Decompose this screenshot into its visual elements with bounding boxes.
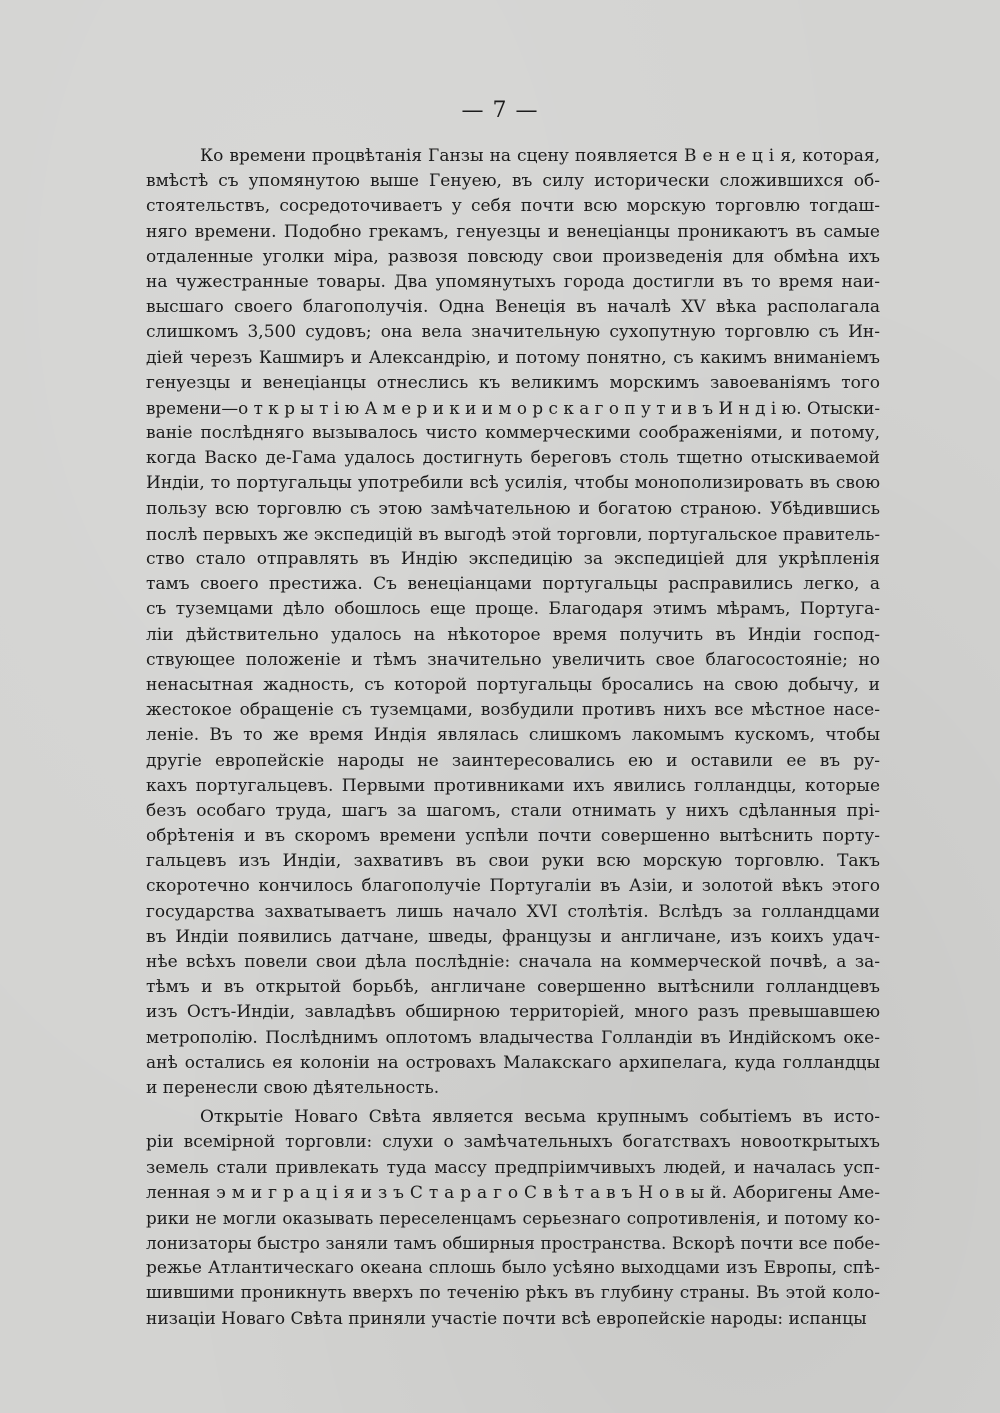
text-line: низаціи Новаго Свѣта приняли участіе почти всѣ европейскіе народы: испанцы — [146, 1308, 867, 1329]
text-line: рики не могли оказывать переселенцамъ серьезнаго сопротивленія, и потому ко- — [146, 1207, 880, 1228]
text-line: изъ Остъ-Индіи, завладѣвъ обширною территоріей, много разъ превышавшею — [146, 1002, 880, 1023]
text-line: земель стали привлекать туда массу предпріимчивыхъ людей, и началась усп- — [146, 1157, 880, 1178]
text-line: Индіи, то португальцы употребили всѣ усилія, чтобы монополизировать въ свою — [146, 473, 880, 494]
text-line: безъ особаго труда, шагъ за шагомъ, стали отнимать у нихъ сдѣланныя прі- — [146, 800, 880, 821]
text-line: гальцевъ изъ Индіи, захвативъ въ свои руки всю морскую торговлю. Такъ — [146, 851, 880, 872]
paragraph-2 — [146, 1105, 880, 1332]
text-line: и перенесли свою дѣятельность. — [146, 1077, 440, 1098]
text-line: слишкомъ 3,500 судовъ; она вела значительную сухопутную торговлю съ Ин- — [146, 322, 880, 343]
text-line: ваніе послѣдняго вызывалось чисто коммерческими соображеніями, и потому, — [146, 423, 880, 444]
text-line: леніе. Въ то же время Индія являлась слишкомъ лакомымъ кускомъ, чтобы — [146, 725, 880, 746]
text-line: анѣ остались ея колоніи на островахъ Малакскаго архипелага, куда голландцы — [146, 1052, 880, 1073]
text-line: государства захватываетъ лишь начало XVI столѣтія. Вслѣдъ за голландцами — [146, 901, 880, 922]
text-line: отдаленные уголки міра, развозя повсюду свои произведенія для обмѣна ихъ — [146, 246, 880, 267]
text-line: когда Васко де-Гама удалось достигнуть береговъ столь тщетно отыскиваемой — [146, 448, 880, 469]
text-line: Открытіе Новаго Свѣта является весьма крупнымъ событіемъ въ исто- — [200, 1107, 880, 1128]
text-line: тѣмъ и въ открытой борьбѣ, англичане совершенно вытѣснили голландцевъ — [146, 977, 880, 998]
text-line: няго времени. Подобно грекамъ, генуезцы и венеціанцы проникаютъ въ самые — [146, 221, 880, 242]
text-line: вмѣстѣ съ упомянутою выше Генуею, въ силу исторически сложившихся об- — [146, 171, 880, 192]
text-line: послѣ первыхъ же экспедицій въ выгодѣ этой торговли, португальское правитель- — [146, 523, 880, 544]
text-line: кахъ португальцевъ. Первыми противниками ихъ явились голландцы, которые — [146, 775, 880, 796]
text-line: шившими проникнуть вверхъ по теченію рѣкъ въ глубину страны. Въ этой коло- — [146, 1283, 880, 1304]
text-line: обрѣтенія и въ скоромъ времени успѣли почти совершенно вытѣснить порту- — [146, 826, 880, 847]
text-line: ленная э м и г р а ц і я и з ъ С т а р а г о С в ѣ т а в ъ Н о в ы й. Аборигены Аме- — [146, 1182, 880, 1203]
paragraph-1 — [146, 144, 880, 1101]
text-line: времени—о т к р ы т і ю А м е р и к и и м о р с к а г о п у т и в ъ И н д і ю. Отыски- — [146, 397, 880, 418]
text-line: ріи всемірной торговли: слухи о замѣчательныхъ богатствахъ новооткрытыхъ — [146, 1132, 880, 1153]
text-line: пользу всю торговлю съ этою замѣчательною и богатою страною. Убѣдившись — [146, 498, 880, 519]
text-line: тамъ своего престижа. Съ венеціанцами португальцы расправились легко, а — [146, 574, 880, 595]
text-line: режье Атлантическаго океана сплошь было усѣяно выходцами изъ Европы, спѣ- — [146, 1258, 880, 1279]
text-line: съ туземцами дѣло обошлось еще проще. Благодаря этимъ мѣрамъ, Португа- — [146, 599, 880, 620]
text-line: Ко времени процвѣтанія Ганзы на сцену появляется В е н е ц і я, которая, — [200, 146, 880, 166]
text-line: стоятельствъ, сосредоточиваетъ у себя почти всю морскую торговлю тогдаш- — [146, 196, 880, 217]
text-line: лонизаторы быстро заняли тамъ обширныя пространства. Вскорѣ почти все побе- — [146, 1233, 880, 1254]
text-line: ненасытная жадность, съ которой португальцы бросались на свою добычу, и — [146, 674, 880, 695]
text-line: ствующее положеніе и тѣмъ значительно увеличить свое благосостояніе; но — [146, 649, 880, 670]
page-number: — 7 — — [461, 98, 539, 123]
text-line: ліи дѣйствительно удалось на нѣкоторое время получить въ Индіи господ- — [146, 624, 880, 645]
text-line: метрополію. Послѣднимъ оплотомъ владычества Голландіи въ Индійскомъ оке- — [146, 1027, 880, 1048]
text-line: высшаго своего благополучія. Одна Венеція въ началѣ XV вѣка располагала — [146, 297, 880, 318]
body-text — [146, 144, 880, 1332]
text-line: генуезцы и венеціанцы отнеслись къ великимъ морскимъ завоеваніямъ того — [146, 372, 880, 393]
text-line: діей черезъ Кашмиръ и Александрію, и потому понятно, съ какимъ вниманіемъ — [146, 347, 880, 368]
text-line: нѣе всѣхъ повели свои дѣла послѣдніе: сначала на коммерческой почвѣ, а за- — [146, 952, 880, 972]
text-line: ство стало отправлять въ Индію экспедицію за экспедиціей для укрѣпленія — [146, 549, 880, 569]
text-line: другіе европейскіе народы не заинтересовались ею и оставили ее въ ру- — [146, 750, 880, 771]
text-line: жестокое обращеніе съ туземцами, возбудили противъ нихъ все мѣстное насе- — [146, 700, 880, 721]
text-line: на чужестранные товары. Два упомянутыхъ города достигли въ то время наи- — [146, 271, 880, 292]
text-line: скоротечно кончилось благополучіе Португаліи въ Азіи, и золотой вѣкъ этого — [146, 876, 880, 897]
text-line: въ Индіи появились датчане, шведы, французы и англичане, изъ коихъ удач- — [146, 926, 880, 947]
